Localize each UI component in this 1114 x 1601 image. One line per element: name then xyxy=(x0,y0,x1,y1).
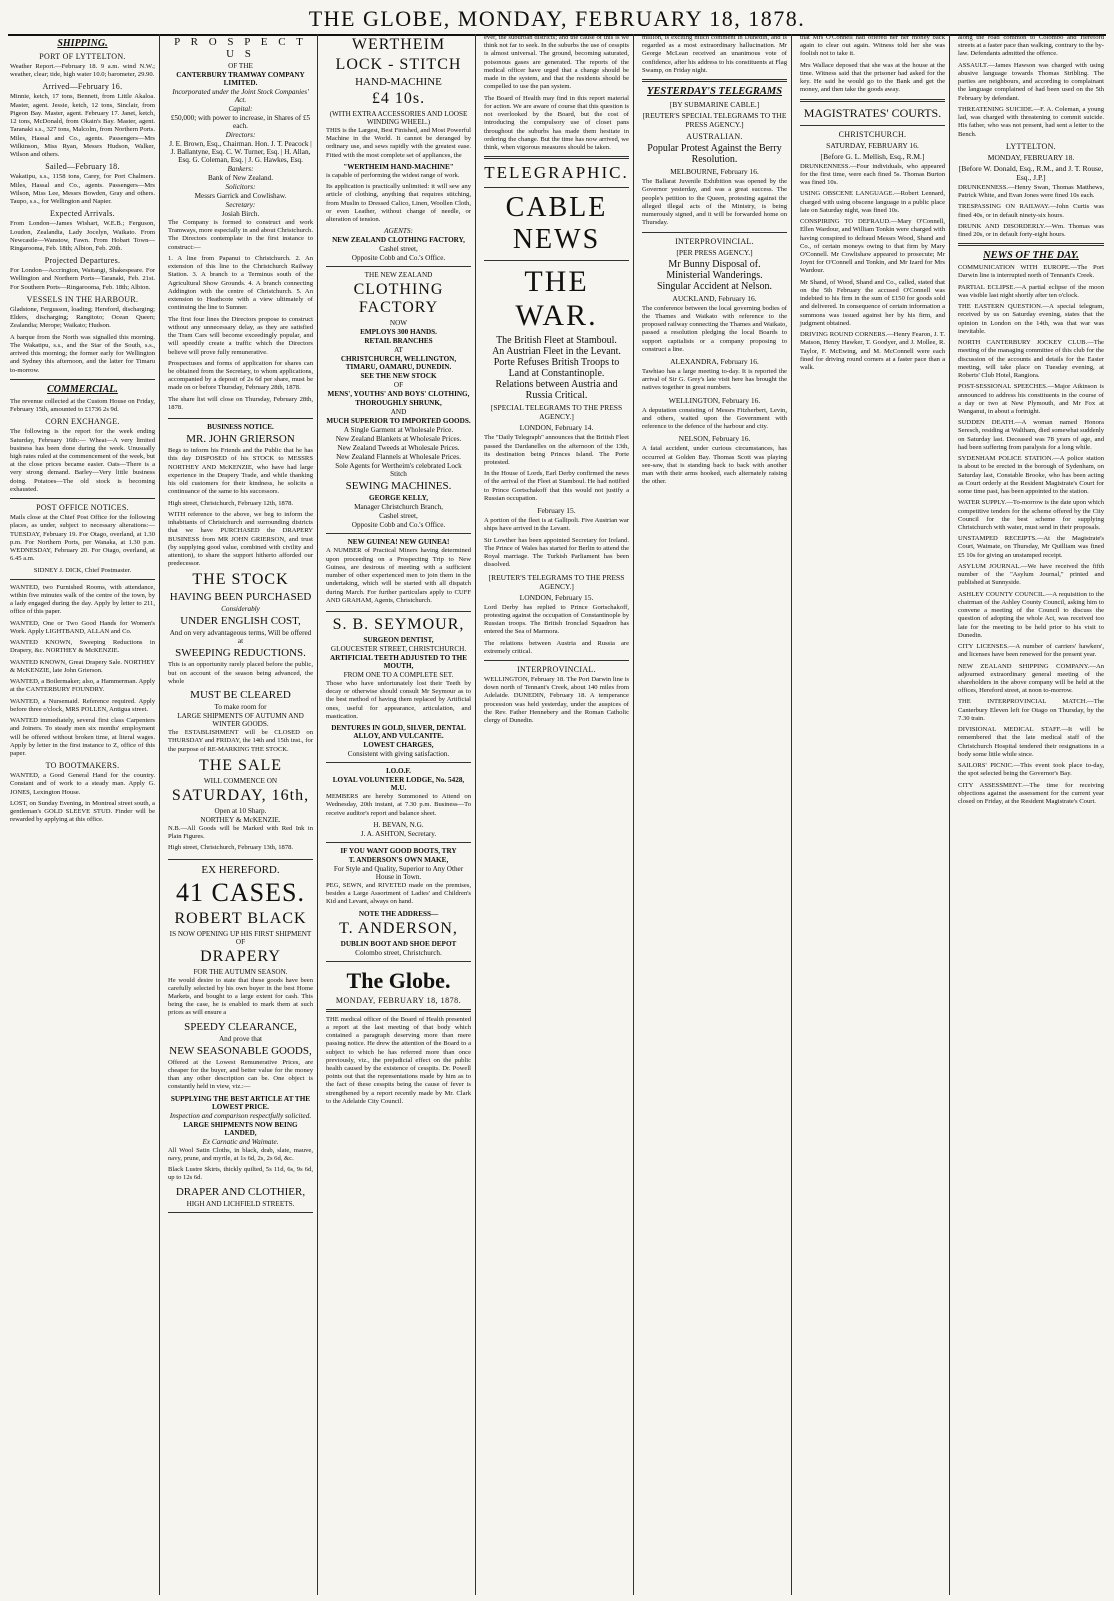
wanted-ad: WANTED, a Boilermaker; also, a Hammerman. Apply at the CANTERBURY FOUNDRY. xyxy=(10,678,155,694)
press-agency: [PER PRESS AGENCY.] xyxy=(676,247,753,257)
mens: MENS', YOUTHS' AND BOYS' CLOTHING, xyxy=(327,390,470,399)
company-name: CANTERBURY TRAMWAY COMPANY LIMITED. xyxy=(176,71,305,87)
retail: RETAIL BRANCHES xyxy=(364,337,433,346)
dateline: MELBOURNE, February 16. xyxy=(670,167,759,177)
wanted-ad: WANTED, a Nursemaid. Reference required. Apply before three o'clock, MRS POLLEN, Antigua street. xyxy=(10,697,155,713)
bootmakers-heading: TO BOOTMAKERS. xyxy=(45,761,120,771)
court-date: SATURDAY, FEBRUARY 16. xyxy=(826,140,919,150)
before: [Before G. L. Mellish, Esq., R.M.] xyxy=(820,151,925,161)
wertheim: WERTHEIM xyxy=(351,36,446,53)
court-case: USING OBSCENE LANGUAGE.—Robert Lennard, charged with using obscene language in a public place late on Saturday night, was fined 10s. xyxy=(800,190,945,214)
wholesale: New Zealand Flannels at Wholesale Prices. xyxy=(336,453,461,462)
alexandra-text: Tawhiao has a large meeting to-day. It is reported the arrival of Sir G. Grey's late visit here has brought the natives together in great numbers. xyxy=(642,367,787,392)
news-heading: NEWS OF THE DAY. xyxy=(983,250,1079,262)
bunny: Mr Bunny Disposal of. xyxy=(668,258,761,270)
divider xyxy=(10,498,155,499)
ioof: I.O.O.F. xyxy=(386,767,411,776)
dateline: ALEXANDRA, February 16. xyxy=(670,356,759,366)
cable-news-heading: CABLE NEWS xyxy=(505,192,608,256)
column-6 xyxy=(796,34,950,1595)
divider xyxy=(958,243,1104,246)
news-item: NEW ZEALAND SHIPPING COMPANY.—An adjourned extraordinary general meeting of the shareholders in the above company will be held at the offices, Hereford street, at noon to-morrow. xyxy=(958,662,1104,695)
expected-text: From London—James Wishart, W.E.B.; Ferguson, Loudon, Zealandia, Lady Jocelyn, Waikato. From Newcastle—Wanstow, Fawn. From Hobart Town—Ringarooma, Feb. 18th; Albion, Feb. 20th. xyxy=(10,220,155,252)
war-sub: An Austrian Fleet in the Levant. xyxy=(492,346,621,358)
rb-text: He would desire to state that these goods have been carefully selected by his own buyer in the best Home Markets, and bought to a large extent for cash. This being the case, he is enabled to mark them at such prices as will ensure a xyxy=(168,976,313,1017)
bevan: H. BEVAN, N.G. xyxy=(373,820,424,829)
news-item: SAILORS' PICNIC.—This event took place to-day, the spot selected being the Governor's Bay. xyxy=(958,762,1104,778)
court-case: DRUNKENNESS.—Four individuals, who appeared for the first time, were each fined 5s. Thomas Burton was fined 10s. xyxy=(800,162,945,187)
magistrates-heading: MAGISTRATES' COURTS. xyxy=(803,105,942,120)
divider xyxy=(326,1009,471,1012)
consistent: Consistent with giving satisfaction. xyxy=(347,750,450,759)
court-case: THREATENING SUICIDE.—F. A. Coleman, a young lad, was charged with threatening to commit suicide. His father, who was not present, had sent a letter to the Bench. xyxy=(958,105,1104,138)
projected-text: For London—Accrington, Waitangi, Shakespeare. For Wellington and Northern Ports—Taranaki, Feb. 21st. For Southern Ports—Ringarooma, Feb. 18th; Albion. xyxy=(10,267,155,291)
auckland-text: The conference between the local governing bodies of the Thames and Waikato with reference to the proposed railway connecting the Thames and Waikato, passed a resolution pledging the local Boards to support capitalists or a company proposing to construct a line. xyxy=(642,304,787,353)
grierson-addr: High street, Christchurch, February 12th, 1878. xyxy=(168,499,294,507)
seymour: S. B. SEYMOUR, xyxy=(332,615,465,633)
reuter: [REUTER'S SPECIAL TELEGRAMS TO THE PRESS AGENCY.] xyxy=(642,111,787,130)
incorporated: Incorporated under the Joint Stock Companies' Act. xyxy=(172,88,309,104)
commercial-heading: COMMERCIAL. xyxy=(47,383,118,395)
lodge-text: MEMBERS are hereby Summoned to Attend on Wednesday, 20th instant, at 7.30 p.m. Business—To receive auditor's report and balance sheet. xyxy=(326,793,471,817)
shrunk: THOROUGHLY SHRUNK, xyxy=(355,399,442,408)
globe-date: MONDAY, FEBRUARY 18, 1878. xyxy=(335,995,462,1005)
weather-report: Weather Report.—February 18. 9 a.m. wind N.W.; weather, clear; tide, high water 10.0; barometer, 29.90. xyxy=(10,63,155,79)
kelly: GEORGE KELLY, xyxy=(369,494,428,503)
wool-text: All Wool Satin Cloths, in black, drab, slate, mauve, navy, prune, and myrtle, at 1s 6d, 2s, 2s 6d, &c. xyxy=(168,1146,313,1162)
under-cost: UNDER ENGLISH COST, xyxy=(180,615,301,628)
employs: EMPLOYS 300 HANDS. xyxy=(360,328,437,337)
news-item: THE INTERPROVINCIAL MATCH.—The Canterbury Eleven left for Otago on Thursday, by the 7.30 train. xyxy=(958,698,1104,722)
commercial-text: The revenue collected at the Custom House on Friday, February 15th, amounted to £1736 2s 9d. xyxy=(10,397,155,414)
projected-heading: Projected Departures. xyxy=(44,256,121,266)
column-2 xyxy=(164,34,318,1595)
the-stock: THE STOCK xyxy=(192,571,289,589)
divider xyxy=(484,156,629,159)
robert-black-ad xyxy=(168,864,313,1213)
new-guinea-ad xyxy=(326,538,471,612)
nelson-text: A fatal accident, under curious circumstances, has occurred at Golden Bay. Thomas Scott was playing see-saw, that is standing back to back with another man with their arms hooked, each alternately raising the other. xyxy=(642,445,787,486)
speedy: SPEEDY CLEARANCE, xyxy=(184,1020,297,1033)
grierson-notice xyxy=(168,423,313,859)
cashel: Cashel street, xyxy=(379,245,418,254)
directors-heading: Directors: xyxy=(225,131,256,139)
solicitors: Messrs Garrick and Cowlishaw. xyxy=(194,192,287,200)
artificial: ARTIFICIAL TEETH ADJUSTED TO THE MOUTH, xyxy=(329,653,468,670)
w-quote: "WERTHEIM HAND-MACHINE" xyxy=(343,162,454,171)
telegram-text: The relations between Austria and Russia are extremely critical. xyxy=(484,639,629,655)
sweeping: SWEEPING REDUCTIONS. xyxy=(175,647,306,660)
telegram-text: In the House of Lords, Earl Derby confirmed the news of the arrival of the Fleet at Stamboul. He had notified to Prince Gortschakoff that this would not justify a Russian occupation. xyxy=(484,470,629,502)
clothing-factory: CLOTHING FACTORY xyxy=(353,281,444,317)
lodge: LOYAL VOLUNTEER LODGE, No. 5428, M.U. xyxy=(332,776,465,793)
directors: J. E. Brown, Esq., Chairman. Hon. J. T. Peacock | J. Ballantyne, Esq. C. W. Turner, Esq. | H. Allan, Esq. G. Coleman, Esq. | J. G. Hawkes, Esq. xyxy=(169,140,312,164)
court-case: DRUNK AND DISORDERLY.—Wm. Thomas was fined 20s, or in default forty-eight hours. xyxy=(958,222,1104,238)
branches: CHRISTCHURCH, WELLINGTON, TIMARU, OAMARU, DUNEDIN. xyxy=(340,355,457,372)
commence: WILL COMMENCE ON xyxy=(203,776,278,785)
bankers: Bank of New Zealand. xyxy=(207,174,274,182)
vessels-text: Gladstone, Fergusson, loading; Hereford, discharging; Elders, discharging; Rangitoto; Ocean Queen; Zealandia; Merope; Waikato; Hudson. xyxy=(10,305,155,330)
anderson-own: T. ANDERSON'S OWN MAKE, xyxy=(348,855,449,864)
divider xyxy=(484,187,629,188)
opposite: Opposite Cobb and Co.'s Office. xyxy=(351,254,446,263)
wertheim-ad xyxy=(326,36,471,267)
opening: IS NOW OPENING UP HIS FIRST SHIPMENT OF xyxy=(169,929,312,946)
prospectus-body: The first four lines the Directors propose to construct without any unnecessary delay, as they are satisfied the Tram Cars will become exceedingly popular, and will speedily create a traffic which the Directors believe will prove fully remunerative. xyxy=(168,315,313,356)
dateline: NELSON, February 16. xyxy=(678,434,751,444)
singular: Singular Accident at Nelson. xyxy=(657,280,772,292)
closed-notice: The ESTABLISHMENT will be CLOSED on THURSDAY and FRIDAY, the 14th and 15th inst., for the purpose of RE-MARKING THE STOCK. xyxy=(168,729,313,753)
court-continued: along the road common to Colombo and Hereford streets at a faster pace than walking, contrary to the by-law. Defendants admitted the offence. xyxy=(958,34,1104,58)
new-seasonable-text: Offered at the Lowest Remunerative Prices, are cheaper for the buyer, and better value for the money than any other description can be. One object is constantly held in view, viz.:— xyxy=(168,1058,313,1091)
bankers-heading: Bankers: xyxy=(227,165,254,173)
anderson-ad xyxy=(326,847,471,962)
prospectus-title: P R O S P E C T U S xyxy=(174,36,307,60)
solicitors-heading: Solicitors: xyxy=(225,183,256,191)
wholesale: A Single Garment at Wholesale Price. xyxy=(343,426,454,435)
ashton: J. A. ASHTON, Secretary. xyxy=(360,829,437,838)
corn-heading: CORN EXCHANGE. xyxy=(45,417,120,427)
dublin: DUBLIN BOOT AND SHOE DEPOT xyxy=(340,939,457,948)
and: AND xyxy=(390,408,407,417)
divider xyxy=(10,579,155,580)
wanted-ad: WANTED immediately, several first class Carpenters and Joiners. To steady men six months' employment will be offered without broken time, at literal wages. Apply by letter in the first instance to Z, office of this paper. xyxy=(10,717,155,757)
news-item: CITY LICENSES.—A number of carriers' hawkers', and licenses have been renewed for the present year. xyxy=(958,643,1104,659)
sewing: SEWING MACHINES. xyxy=(345,480,452,493)
ex-carnatic: Ex Carnatic and Waimate. xyxy=(202,1137,279,1146)
northey-sign: NORTHEY & McKENZIE. xyxy=(200,815,281,824)
autumn-goods: LARGE SHIPMENTS OF AUTUMN AND WINTER GOODS. xyxy=(177,712,304,729)
news-item: DIVISIONAL MEDICAL STAFF.—It will be remembered that the late medical staff of the Christchurch Hospital tendered their resignations in a body some little while since. xyxy=(958,726,1104,758)
news-item: WATER SUPPLY.—To-morrow is the date upon which competitive tenders for the scheme offered by the City Council for the best scheme for supplying Christchurch with water, must send in their proposals. xyxy=(958,499,1104,532)
autumn-season: FOR THE AUTUMN SEASON. xyxy=(193,967,288,976)
wanted-ad: WANTED KNOWN, Sweeping Reductions in Drapery, &c. NORTHEY & McKENZIE. xyxy=(10,639,155,655)
capital-heading: Capital: xyxy=(228,105,253,113)
column-3 xyxy=(322,34,476,1595)
opportunity: This is an opportunity rarely placed before the public, but on account of the season being advanced, the whole xyxy=(168,661,313,685)
news-item: COMMUNICATION WITH EUROPE.—The Port Darwin line is interrupted north of Tennant's Creek. xyxy=(958,264,1104,280)
court-case: Mr Shand, of Wood, Shand and Co., called, stated that on the 5th February the accused O'Connell was indebted to his firm in the sum of £150 for goods sold and delivered. In consequence of certain information a summons was issued against her by his firm, and judgment obtained. xyxy=(800,278,945,327)
dateline: WELLINGTON, February 16. xyxy=(668,395,761,405)
telegram-continued: million, is exciting much comment in Dunedin, and is regarded as a most extraordinary hallucination. Mr George McLean received an unanimous vote of confidence, after his address to his constituents at Flag Swamp, on Friday night. xyxy=(642,34,787,74)
news-item: UNSTAMPED RECEIPTS.—At the Magistrate's Court, Waimate, on Thursday, Mr Quilliam was fined £5 10s for giving an unstamped receipt. xyxy=(958,535,1104,559)
dateline: February 15. xyxy=(537,506,576,516)
news-item: CITY ASSESSMENT.—The time for receiving objections against the assessment for the current year closed on Friday, at the Resident Magistrate's Court. xyxy=(958,781,1104,806)
divider xyxy=(800,99,945,102)
cashel2: Cashel street, xyxy=(379,512,418,521)
war-sub: Porte Refuses British Troops to Land at Constantinople. xyxy=(493,357,620,380)
dateline: AUCKLAND, February 16. xyxy=(672,293,757,303)
sole-agents: Sole Agents for Wertheim's celebrated Lock Stitch xyxy=(335,462,462,479)
court-case: DRIVING ROUND CORNERS.—Henry Fearon, J. T. Matson, Henry Hawker, T. Goodyer, and J. Mollee, R. Taylor, F. McEwing, and M. McConnell were each fined for driving round corners at a faster pace than a walk. xyxy=(800,331,945,372)
gloucester: GLOUCESTER STREET, CHRISTCHURCH. xyxy=(330,644,467,653)
dentures: DENTURES IN GOLD, SILVER, DENTAL ALLOY, AND VULCANITE. xyxy=(331,724,466,741)
interprovincial-heading: INTERPROVINCIAL. xyxy=(675,236,754,246)
war-sub: The British Fleet at Stamboul. xyxy=(496,335,617,347)
submarine: [BY SUBMARINE CABLE.] xyxy=(669,100,760,110)
seymour-text: Those who have unfortunately lost their Teeth by decay or otherwise should consult Mr Seymour as to the best method of having them replaced by Artificial ones, useful for appearance, articulation, and mastication. xyxy=(326,679,471,720)
divider xyxy=(642,232,787,233)
north-text: A barque from the North was signalled this morning. The Wakatipu, s.s., and the Star of the South, s.s., arrived this morning; the former early for Wellington and Sydney this afternoon, and the latter for Timaru to-morrow. xyxy=(10,333,155,374)
guinea: NEW GUINEA! NEW GUINEA! xyxy=(347,538,450,547)
special-telegrams: [SPECIAL TELEGRAMS TO THE PRESS AGENCY.] xyxy=(490,403,623,422)
interprov-text: WELLINGTON, February 18. The Port Darwin line is down north of Tennant's Creek, about 140 miles from Adelaide. DUNEDIN, February 18. A temperance procession was held yesterday, under the auspices of the Rev. Father Hennebery and the Roman Catholic clergy of Dunedin. xyxy=(484,675,629,725)
peg: PEG, SEWN, and RIVETED made on the premises, besides a Large Assortment of Ladies' and Children's Kid and Levant, always on hand. xyxy=(326,881,471,906)
court-case: TRESPASSING ON RAILWAY.—John Curtis was fined 40s, or in default ninety-six hours. xyxy=(958,203,1104,219)
hand-machine: HAND-MACHINE xyxy=(355,76,442,88)
news-item: ASHLEY COUNTY COUNCIL.—A requisition to the chairman of the Ashley County Council, asking him to convene a meeting of the Council to discuss the question of adopting the whole Act, was received too late for the meeting to be held prior to his visit to Dunedin. xyxy=(958,590,1104,639)
wanted-ad: WANTED KNOWN, Great Drapery Sale. NORTHEY & McKENZIE, late John Grierson. xyxy=(10,658,155,674)
boots: IF YOU WANT GOOD BOOTS, TRY xyxy=(340,846,457,855)
extra: (WITH EXTRA ACCESSORIES AND LOOSE WINDING WHEEL.) xyxy=(329,110,468,126)
lost-ad: LOST, on Sunday Evening, in Montreal street south, a gentleman's GOLD SLEEVE STUD. Finder will be rewarded by applying at this office. xyxy=(10,799,155,824)
news-item: NORTH CANTERBURY JOCKEY CLUB.—The meeting of the managing committee of this club for the discussion of the accounts and details for the Easter meeting, will take place on Tuesday evening, at Roberts' Club Hotel, Rangiora. xyxy=(958,339,1104,380)
divider xyxy=(484,660,629,661)
news-item: POST-SESSIONAL SPEECHES.—Major Atkinson is announced to address his constituents in the course of a day or two at New Plymouth, and Mr Fox at Wanganui, in about a fortnight. xyxy=(958,383,1104,415)
yesterday-heading: YESTERDAY'S TELEGRAMS xyxy=(646,86,783,98)
saturday: SATURDAY, 16th, xyxy=(171,786,310,804)
lyttelton-heading: LYTTELTON. xyxy=(1006,141,1056,151)
court-continued: that Mrs O'Connell had offered her her money back again to clear out again. Witness told her she was foolish not to take it. xyxy=(800,34,945,58)
wanted-ad: WANTED, a Good General Hand for the country. Constant and of work to a steady man. Apply G. JONES, Lexington House. xyxy=(10,772,155,796)
ex-hereford: EX HEREFORD. xyxy=(201,863,280,876)
sailed-heading: Sailed—February 18. xyxy=(45,162,120,172)
wholesale: New Zealand Blankets at Wholesale Prices. xyxy=(335,435,462,444)
christchurch-heading: CHRISTCHURCH. xyxy=(838,129,907,139)
telegram-text: Lord Derby has replied to Prince Gortschakoff, protesting against the occupation of Constantinople by Russian troops. The British Ironclad Squadron has entered the Sea of Marmora. xyxy=(484,603,629,636)
northey-text: WITH reference to the above, we beg to inform the inhabitants of Christchurch and surrounding districts that we have PURCHASED the DRAPERY BUSINESS from MR JOHN GRIERSON, and trust (by supplying good value, combined with civility and attention), to share the support hitherto afforded our predecessor. xyxy=(168,510,313,568)
wholesale: New Zealand Tweeds at Wholesale Prices. xyxy=(337,444,460,453)
popular-protest: Popular Protest Against the Berry Resolution. xyxy=(647,143,782,166)
prospectus-body: The share list will close on Thursday, February 28th, 1878. xyxy=(168,395,313,411)
post-heading: POST OFFICE NOTICES. xyxy=(36,503,129,513)
divider xyxy=(642,79,787,82)
w-text: THIS is the Largest, Best Finished, and Most Powerful Machine in the World. It cannot be deranged by ordinary use, and sews rapidly with the greatest ease. Fitted with the most complete set of appliances, the xyxy=(326,127,471,159)
superior: MUCH SUPERIOR TO IMPORTED GOODS. xyxy=(326,417,471,426)
price: £4 10s. xyxy=(371,90,426,107)
columns xyxy=(6,34,1108,1595)
before: [Before W. Donald, Esq., R.M., and J. T. Rouse, Esq., J.P.] xyxy=(958,163,1104,182)
war-sub: Relations between Austria and Russia Critical. xyxy=(495,379,618,402)
telegram-text: Sir Lowther has been appointed Secretary for Ireland. The Prince of Wales has started for Berlin to attend the Royal marriage. The Turkish Parliament has been dissolved. xyxy=(484,536,629,569)
arrived-text: Minnie, ketch, 17 tons, Bennett, from Little Akaloa. Master, agent. Jessie, ketch, 12 tons, Sinclair, from Pigeon Bay. Master, agent. February 17. Janet, ketch, 12 tons, McDonald, from Okain's Bay. Master, agent. Taranaki s.s., 327 tons, Malcolm, from Northern Ports. Miles, Hassal and Co., agents. Passengers—Mrs Wilkinson, Miss Ryan, Messrs Hudson, Walker, Wilson and others. xyxy=(10,93,155,159)
prospectus-body: The Company is formed to construct and work Tramways, more especially in and about Christchurch. The Directors contemplate in the first instance to construct:— xyxy=(168,219,313,251)
lowest: LOWEST CHARGES, xyxy=(363,741,434,750)
divider xyxy=(800,125,945,126)
news-item: SYDENHAM POLICE STATION.—A police station is about to be erected in the borough of Sydenham, on Saturday last, Constable Brooke, who has been acting as Court orderly at the Resident Magistrate's Court for some time past, has been appointed to the station. xyxy=(958,455,1104,496)
capital: £50,000; with power to increase, in Shares of £5 each. xyxy=(170,114,311,130)
leader-continued: ever, the suburban districts; and the cause of this is we think not far to seek. In the suburbs the use of cesspits is almost universal. The ground, becoming saturated, poisonous gases are generated. The reports of the medical officer have urged that a change should be made in the system, and that the residents should be compelled to use the pan system. xyxy=(484,34,629,91)
melb-text: The Ballarat Juvenile Exhibition was opened by the Governor yesterday, and was a great success. The people's petition to the Queen, protesting against the alleged illegal acts of the Ministry, is being numerously signed, and it will be forwarded home on Thursday. xyxy=(642,178,787,227)
drapery: DRAPERY xyxy=(200,947,281,965)
agents: AGENTS: xyxy=(384,227,413,236)
see-stock: SEE THE NEW STOCK xyxy=(360,372,437,381)
now: NOW xyxy=(389,319,408,328)
news-item: SUDDEN DEATH.—A woman named Honora Seresch, residing at Waltham, died somewhat suddenly on Saturday last. Deceased was 78 years of age, and had been suffering from paralysis for a long while. xyxy=(958,419,1104,451)
telegraphic-heading: TELEGRAPHIC. xyxy=(484,163,629,183)
court-case: CONSPIRING TO DEFRAUD.—Mary O'Connell, Ellen Wardour, and William Tonkin were charged with having conspired to defraud Messrs Wood, Shand and Co., of certain moneys owing to that firm by Mary O'Connell. Mr Cowlishaw appeared to prosecute; Mr Joynt for O'Connell and Tonkin, and Mr Izard for Mrs Wardour. xyxy=(800,218,945,275)
large-shipments: LARGE SHIPMENTS NOW BEING LANDED, xyxy=(183,1120,298,1137)
grierson-name: MR. JOHN GRIERSON xyxy=(186,433,295,446)
from-one: FROM ONE TO A COMPLETE SET. xyxy=(343,670,454,679)
supplying: SUPPLYING THE BEST ARTICLE AT THE LOWEST PRICE. xyxy=(170,1094,311,1111)
column-7 xyxy=(954,34,1108,1595)
clothing-factory-ad xyxy=(326,271,471,534)
divider xyxy=(10,379,155,380)
post-text: Mails close at the Chief Post Office for the following places, as under, subject to necessary alterations:— TUESDAY, February 19. For Otago, overland, at 1.30 p.m. For Northern Ports, per Wanaka, at 1.30 p.m. WEDNESDAY, February 20. For Otago, overland, at 6.45 a.m. xyxy=(10,514,155,563)
prospectus-body: Prospectuses and forms of application for shares can be obtained from the Secretary, to whom applications, accompanied by a deposit of 2s 6d per share, must be made on or before Thursday, February 28th, 1878. xyxy=(168,359,313,392)
masthead-title: THE GLOBE, MONDAY, FEBRUARY 18, 1878. xyxy=(308,6,806,31)
court-case: DRUNKENNESS.—Henry Swan, Thomas Matthews, Patrick White, and Evan Jones were fined 10s each. xyxy=(958,183,1104,200)
anderson: T. ANDERSON, xyxy=(339,919,458,937)
nz-clothing: NEW ZEALAND CLOTHING FACTORY, xyxy=(332,236,465,245)
considerably: Considerably xyxy=(221,605,260,614)
secretary-heading: Secretary: xyxy=(225,201,256,209)
tramway-prospectus xyxy=(168,36,313,419)
nb-note: N.B.—All Goods will be Marked with Red Ink in Plain Figures. xyxy=(168,824,313,841)
prices-head: And prove that xyxy=(218,1034,263,1043)
arrived-heading: Arrived—February 16. xyxy=(42,82,123,92)
vessels-heading: VESSELS IN THE HARBOUR. xyxy=(26,294,139,304)
open-sharp: Open at 10 Sharp. xyxy=(214,806,267,815)
court-continued: Mrs Wallace deposed that she was at the house at the time. Witness said that the prisoner had asked for the key. He said he would go to the Bank and get the money, and then take the goods away. xyxy=(800,61,945,94)
opposite2: Opposite Cobb and Co.'s Office. xyxy=(351,521,446,530)
telegram-text: A portion of the fleet is at Gallipoli. Five Austrian war ships have arrived in the Levant. xyxy=(484,517,629,533)
w-text: is capable of performing the widest range of work. xyxy=(326,171,460,179)
draper-addr: HIGH AND LICHFIELD STREETS. xyxy=(186,1199,295,1208)
lock-stitch: LOCK - STITCH xyxy=(335,56,462,73)
robert-black: ROBERT BLACK xyxy=(174,909,307,927)
the-sale: THE SALE xyxy=(198,756,283,774)
draper: DRAPER AND CLOTHIER, xyxy=(175,1185,306,1198)
surgeon: SURGEON DENTIST, xyxy=(363,635,434,644)
column-1 xyxy=(6,34,160,1595)
port-heading: PORT OF LYTTELTON. xyxy=(39,52,126,61)
nb-addr: High street, Christchurch, February 13th, 1878. xyxy=(168,844,294,852)
note: NOTE THE ADDRESS— xyxy=(358,909,439,918)
the-nz: THE NEW ZEALAND xyxy=(364,271,433,280)
court-case: ASSAULT.—James Hawson was charged with using abusive language towards Thomas Stribling. The parties are neighbours, and according to complainant the language complained of had been used on the 5th February by defendant. xyxy=(958,61,1104,102)
prospectus-body: 1. A line from Papanui to Christchurch. 2. An extension of this line to the Christchurch Railway Station. 3. A branch to a Terminus south of the Agricultural Show Grounds. 4. A branch connecting Addington with the centre of Christchurch. 5. An extension to Heathcote with a view ultimately of continuing the line to Sumner. xyxy=(168,254,313,312)
secretary: Josiah Birch. xyxy=(221,210,260,218)
new-seasonable: NEW SEASONABLE GOODS, xyxy=(169,1044,312,1057)
prospectus-of: OF THE xyxy=(228,62,253,70)
column-4 xyxy=(480,34,634,1595)
the-war-heading: THE WAR. xyxy=(515,265,598,333)
masthead xyxy=(8,4,1106,36)
guinea-text: A NUMBER of Practical Miners having determined upon proceeding on a Prospecting Trip to New Guinea, are desirous of meeting with a sufficient number of other experienced men to join them in the undertaking, which will be started with all dispatch during March. For further particulars apply to CUFF AND GRAHAM, Agents, Christchurch. xyxy=(326,547,471,604)
the-globe-heading: The Globe. xyxy=(346,967,451,993)
having-been: HAVING BEEN PURCHASED xyxy=(169,591,312,604)
column-5 xyxy=(638,34,792,1595)
grierson-text: Begs to inform his Friends and the Public that he has this day DISPOSED of his STOCK to MESSRS NORTHEY AND McKENZIE, who have had large experience in the Drapery Trade, and while thanking his old customers for their kindness, he solicits a continuance of the same to his successors. xyxy=(168,447,313,496)
news-item: PARTIAL ECLIPSE.—A partial eclipse of the moon was visible last night shortly after ten o'clock. xyxy=(958,283,1104,299)
ministerial: Ministerial Wanderings. xyxy=(666,269,763,281)
expected-heading: Expected Arrivals. xyxy=(50,209,115,219)
leader-continued: The Board of Health may find in this report material for action. We are aware of course that this question is not overlooked by the Board, but the cost of introducing the compulsory use of closet pans throughout the suburbs has made them hesitate in ordering the change. But the time has now arrived, we think, when vigorous measures should be taken. xyxy=(484,94,629,152)
postmaster: SIDNEY J. DICK, Chief Postmaster. xyxy=(33,566,132,574)
at: AT xyxy=(394,346,403,355)
news-item: ASYLUM JOURNAL.—We have received the fifth number of the "Asylum Journal," printed and published at Sunnyside. xyxy=(958,562,1104,587)
intercolonial-heading: INTERPROVINCIAL. xyxy=(517,664,596,674)
court-date: MONDAY, FEBRUARY 18. xyxy=(987,152,1075,162)
divider xyxy=(484,260,629,261)
manager: Manager Christchurch Branch, xyxy=(354,503,443,512)
wanted-ad: WANTED, One or Two Good Hands for Women's Work. Apply LIGHTBAND, ALLAN and Co. xyxy=(10,619,155,635)
cases: 41 CASES. xyxy=(176,877,305,907)
wellington-text: A deputation consisting of Messrs Fitzherbert, Levin, and others, waited upon the Government with reference to the defence of the harbour and city. xyxy=(642,406,787,431)
black-lustre: Black Lustre Skirts, thickly quilted, 5s 11d, 6s, 9s 6d, up to 12s 6d. xyxy=(168,1166,313,1182)
must-be-cleared: MUST BE CLEARED xyxy=(190,689,291,702)
business-heading: BUSINESS NOTICE. xyxy=(207,423,274,432)
sailed-text: Wakatipu, s.s., 1158 tons, Carey, for Port Chalmers. Miles, Hassal and Co., agents. Passengers—Mrs Wilson, Miss Lee, Messrs Bowden, Gray and others. Taupo, s.s., for Wellington and Napier. xyxy=(10,173,155,206)
australian-heading: AUSTRALIAN. xyxy=(686,132,743,142)
colombo: Colombo street, Christchurch. xyxy=(355,948,442,957)
inspection: Inspection and comparison respectfully solicited. xyxy=(169,1111,312,1120)
dateline: LONDON, February 15. xyxy=(519,592,594,602)
shipping-heading: SHIPPING. xyxy=(57,38,108,49)
of: OF xyxy=(393,381,404,390)
w-text: Its application is practically unlimited: it will sew any article of clothing, anything that requires stitching, from Muslin to Dressed Calico, Linen, Woollen Cloth, or even Leather, without change of needle, or alteration of tension. xyxy=(326,183,471,224)
reuter-telegrams: [REUTER'S TELEGRAMS TO THE PRESS AGENCY.] xyxy=(488,572,625,591)
room-for: To make room for xyxy=(214,703,267,712)
style: For Style and Quality, Superior to Any Other House in Town. xyxy=(333,864,464,881)
corn-text: The following is the report for the week ending Saturday, February 16th:— Wheat—A very limited business has been done during the week. Unusually high rates ruled at the commencement of the week, but at the close prices became easier. Oats—There is a very strong demand. Barley—Very little business doing. Potatoes—The old stock is becoming exhausted. xyxy=(10,428,155,493)
advantageous: And on very advantageous terms, Will be offered at xyxy=(169,629,312,646)
lodge-ad xyxy=(326,767,471,843)
leader-text: THE medical officer of the Board of Health presented a report at the last meeting of that body which contained a paragraph deserving more than mere passing notice. He drew the attention of the Board to a subject to which he has referred more than once previously, viz., the prejudicial effect on the public health caused by the existence of cesspits. Dr. Powell points out that the representations made by him as to the fact of these cesspits being the cause of fever is strengthened by a report recently made by Mr. Clark to the Adelaide City Council. xyxy=(326,1015,471,1105)
telegram-text: The "Daily Telegraph" announces that the British Fleet passed the Dardanelles on the afternoon of the 13th, its destination being Princes Island. The Porte protested. xyxy=(484,434,629,466)
news-item: THE EASTERN QUESTION.—A special telegram, received by us on Saturday evening, states that the opinion in London on the 14th, was that war was inevitable. xyxy=(958,303,1104,335)
wanted-ad: WANTED, two Furnished Rooms, with attendance, within five minutes walk of the centre of the town, by a lady engaged during the day. Apply by letter to 211, office of this paper. xyxy=(10,583,155,616)
dateline: LONDON, February 14. xyxy=(519,423,594,433)
seymour-ad xyxy=(326,616,471,763)
